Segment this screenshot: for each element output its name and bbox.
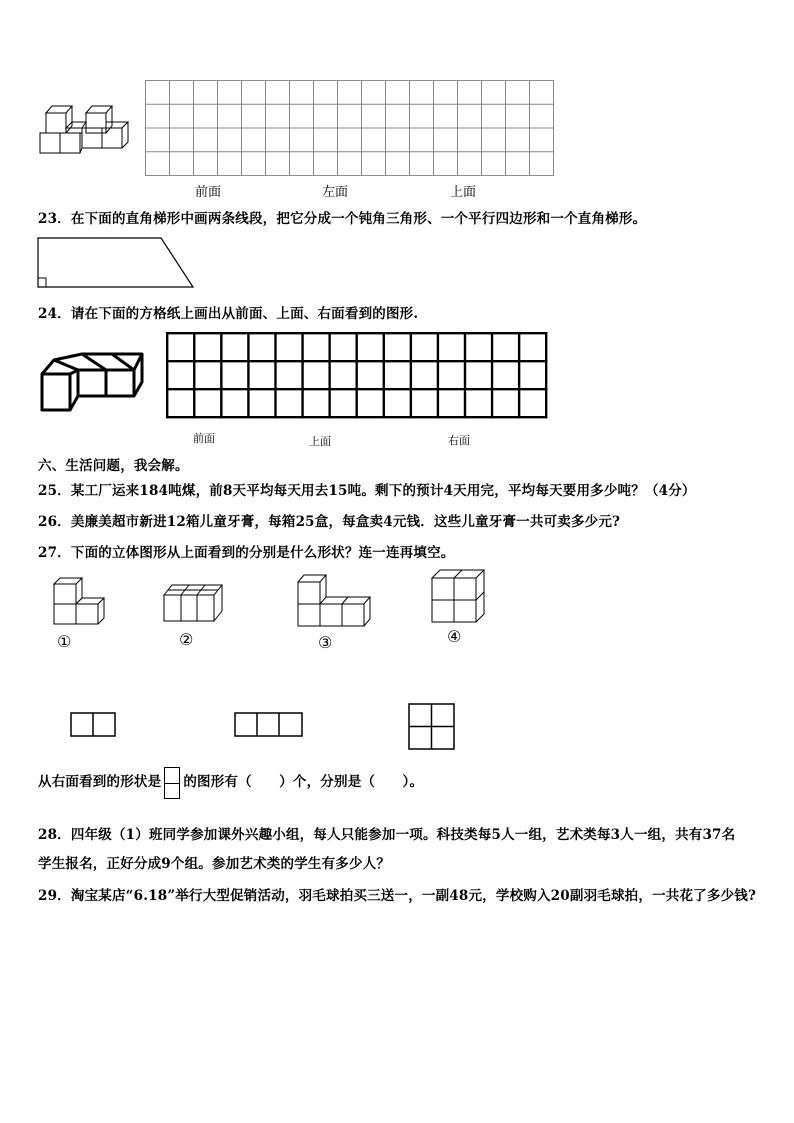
- q28-line2: 学生报名，正好分成9个组。参加艺术类的学生有多少人？: [38, 856, 391, 872]
- q24-text: 24．请在下面的方格纸上画出从前面、上面、右面看到的图形.: [38, 306, 419, 322]
- q27-view-c[interactable]: [408, 703, 456, 751]
- q27-view-a[interactable]: [70, 712, 116, 738]
- q27-marker-4: ④: [447, 627, 462, 646]
- q23-trapezoid[interactable]: [36, 236, 196, 290]
- q24-cube-figure: [38, 350, 148, 414]
- q24-grid[interactable]: [166, 332, 548, 418]
- q29-text: 29．淘宝某店“6.18”举行大型促销活动，羽毛球拍买三送一，一副48元，学校购入20副羽毛球拍，一共花了多少钱?: [38, 888, 757, 904]
- section6-title: 六、生活问题，我会解。: [38, 458, 189, 474]
- q23-text: 23．在下面的直角梯形中画两条线段，把它分成一个钝角三角形、一个平行四边形和一个直角梯形。: [38, 211, 647, 227]
- q24-label-top: 上面: [309, 435, 331, 448]
- q27-marker-2: ②: [179, 630, 194, 649]
- q26-text: 26．美廉美超市新进12箱儿童牙膏，每箱25盒，每盒卖4元钱．这些儿童牙膏一共可卖多少元?: [38, 514, 621, 530]
- q22-label-left: 左面: [322, 185, 349, 200]
- q27-text: 27．下面的立体图形从上面看到的分别是什么形状？连一连再填空。: [38, 545, 455, 561]
- right-view-shape-icon: [164, 767, 180, 799]
- q28-line1: 28．四年级（1）班同学参加课外兴趣小组，每人只能参加一项。科技类每5人一组，艺术类每3人一组，共有37名: [38, 827, 736, 843]
- q24-label-right: 右面: [448, 434, 470, 447]
- q22-cube-figure: [38, 100, 132, 156]
- q27-marker-3: ③: [318, 633, 333, 652]
- q22-grid[interactable]: [145, 80, 555, 177]
- q22-label-top: 上面: [450, 185, 477, 200]
- q27-fill-line: [38, 766, 423, 799]
- q27-view-b[interactable]: [234, 712, 304, 738]
- q27-solid-2: [160, 583, 226, 625]
- q25-text: 25．某工厂运来184吨煤，前8天平均每天用去15吨。剩下的预计4天用完，平均每天要用多少吨？（4分）: [38, 483, 696, 499]
- q24-label-front: 前面: [193, 432, 215, 445]
- q27-fill-suffix[interactable]: 的图形有（ ）个，分别是（ ）。: [183, 774, 424, 790]
- q27-fill-prefix: 从右面看到的形状是: [38, 774, 162, 790]
- q22-label-front: 前面: [195, 185, 222, 200]
- q27-solid-4: [428, 566, 488, 626]
- q27-marker-1: ①: [57, 632, 72, 651]
- q27-solid-1: [50, 574, 108, 628]
- q27-solid-3: [295, 570, 375, 630]
